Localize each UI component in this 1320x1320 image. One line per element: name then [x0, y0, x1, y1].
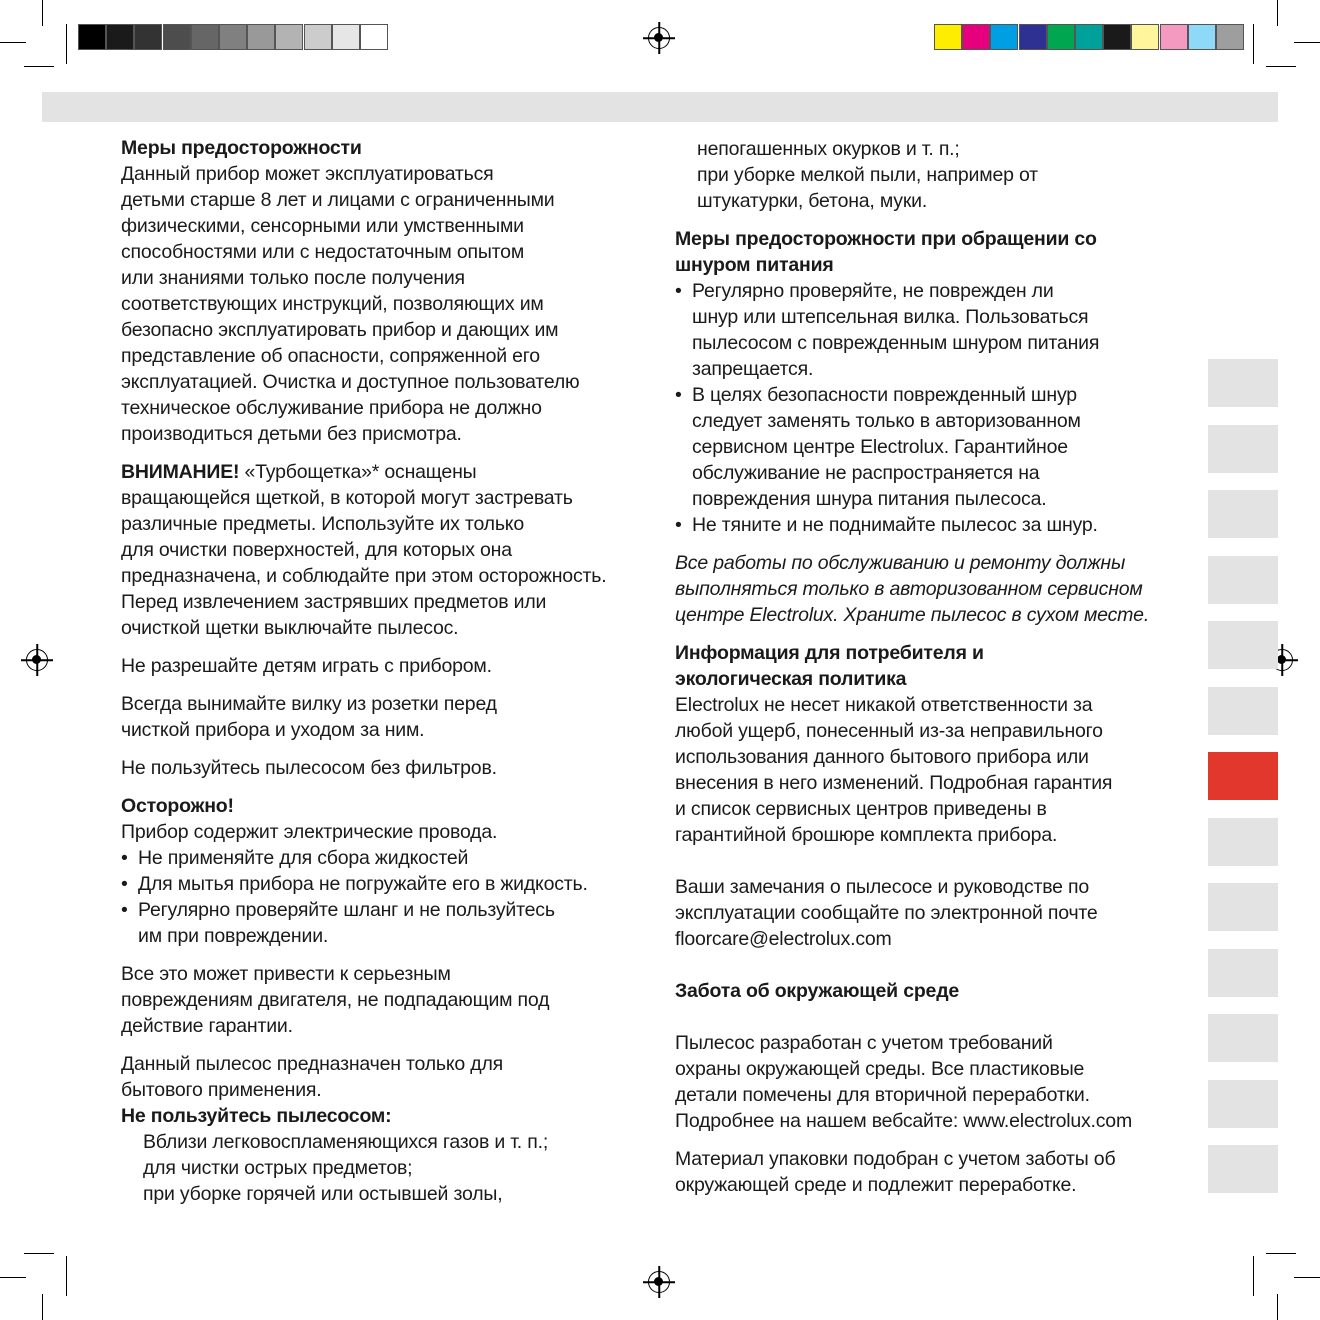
side-tab-active[interactable]	[1208, 752, 1278, 800]
text-line: техническое обслуживание прибора не должно	[121, 397, 542, 419]
text-line: • Не применяйте для сбора жидкостей	[138, 847, 469, 869]
children-note: Не разрешайте детям играть с прибором.	[121, 655, 492, 677]
calibration-swatch	[1019, 24, 1047, 50]
calibration-swatch	[191, 24, 219, 50]
right-column	[675, 136, 1200, 1198]
crop-mark	[42, 1294, 43, 1320]
heading-info	[675, 640, 1200, 692]
text-line: очисткой щетки выключайте пылесос.	[121, 617, 459, 639]
calibration-swatch	[219, 24, 247, 50]
text-line: представление об опасности, сопряженной его	[121, 345, 540, 367]
text-line: бытового применения.	[121, 1079, 322, 1101]
text-line: для чистки острых предметов;	[143, 1157, 413, 1179]
text-line: использования данного бытового прибора или	[675, 746, 1089, 768]
calibration-swatch	[1160, 24, 1188, 50]
text-line: внесения в него изменений. Подробная гарантия	[675, 772, 1113, 794]
crop-mark	[42, 0, 43, 26]
side-tab[interactable]	[1208, 425, 1278, 473]
text-line: безопасно эксплуатировать прибор и дающих им	[121, 319, 559, 341]
text-line: Пылесос разработан с учетом требований	[675, 1032, 1053, 1054]
do-not-use-list	[121, 1129, 651, 1207]
crop-mark	[66, 24, 67, 64]
website-link[interactable]: Подробнее на нашем вебсайте: www.electrolux.com	[675, 1110, 1133, 1132]
text-line: • Для мытья прибора не погружайте его в жидкость.	[138, 873, 588, 895]
text-line: Electrolux не несет никакой ответственности за	[675, 694, 1093, 716]
text-line: Все это может привести к серьезным	[121, 963, 451, 985]
text-line: любой ущерб, понесенный из-за неправильного	[675, 720, 1103, 742]
text-line: эксплуатации сообщайте по электронной почте	[675, 902, 1098, 924]
text-line: • Не тяните и не поднимайте пылесос за шнур.	[692, 514, 1098, 536]
side-tab[interactable]	[1208, 359, 1278, 407]
text-line: сервисном центре Electrolux. Гарантийное	[692, 436, 1068, 458]
text-line: Материал упаковки подобран с учетом заботы об	[675, 1148, 1116, 1170]
heading-line: шнуром питания	[675, 254, 834, 276]
text-line: повреждениям двигателя, не подпадающим под	[121, 989, 550, 1011]
crop-mark	[1266, 1253, 1296, 1254]
left-column	[121, 135, 651, 1207]
text-line: действие гарантии.	[121, 1015, 293, 1037]
text-line: вращающейся щеткой, в которой могут застревать	[121, 487, 573, 509]
calibration-swatch	[134, 24, 162, 50]
text-line: при уборке горячей или остывшей золы,	[143, 1183, 503, 1205]
text-fragment: «Турбощетка»* оснащены	[239, 461, 477, 483]
damage-note	[121, 961, 651, 1039]
text-line: способностями или с недостаточным опытом	[121, 241, 525, 263]
text-line: соответствующих инструкций, позволяющих им	[121, 293, 544, 315]
text-line: им при повреждении.	[138, 925, 329, 947]
calibration-swatch	[1103, 24, 1131, 50]
text-line: шнур или штепсельная вилка. Пользоваться	[692, 306, 1089, 328]
heading-environment: Забота об окружающей среде	[675, 980, 960, 1002]
text-line: детьми старше 8 лет и лицами с ограниченными	[121, 189, 555, 211]
crop-mark	[1253, 24, 1254, 64]
text-line: охраны окружающей среды. Все пластиковые	[675, 1058, 1085, 1080]
calibration-swatch	[275, 24, 303, 50]
calibration-swatch	[304, 24, 332, 50]
crop-mark	[1277, 0, 1278, 26]
crop-mark	[1294, 42, 1320, 43]
calibration-swatch	[332, 24, 360, 50]
calibration-swatch	[1216, 24, 1244, 50]
side-tab[interactable]	[1208, 621, 1278, 669]
packaging-text	[675, 1146, 1200, 1198]
registration-mark-icon	[648, 1271, 670, 1293]
crop-mark	[24, 66, 54, 67]
calibration-swatch	[962, 24, 990, 50]
text-line: или знаниями только после получения	[121, 267, 465, 289]
calibration-swatch	[106, 24, 134, 50]
text-line: • Регулярно проверяйте шланг и не пользуйтесь	[138, 899, 555, 921]
side-tab[interactable]	[1208, 883, 1278, 931]
filters-note: Не пользуйтесь пылесосом без фильтров.	[121, 757, 497, 779]
heading-line: Информация для потребителя и	[675, 642, 984, 664]
crop-mark	[24, 1253, 54, 1254]
calibration-swatch	[1075, 24, 1103, 50]
text-line	[121, 459, 651, 485]
warning-label: ВНИМАНИЕ!	[121, 461, 240, 483]
text-line: производиться детьми без присмотра.	[121, 423, 462, 445]
text-line: • Регулярно проверяйте, не поврежден ли	[692, 280, 1054, 302]
text-line: • В целях безопасности поврежденный шнур	[692, 384, 1077, 406]
text-line: штукатурки, бетона, муки.	[697, 190, 928, 212]
crop-mark	[1277, 1294, 1278, 1320]
calibration-swatch	[1047, 24, 1075, 50]
side-tab[interactable]	[1208, 1080, 1278, 1128]
info-text	[675, 692, 1200, 848]
side-tab[interactable]	[1208, 949, 1278, 997]
text-line: при уборке мелкой пыли, например от	[697, 164, 1038, 186]
heading-do-not-use: Не пользуйтесь пылесосом:	[121, 1105, 392, 1127]
side-tab[interactable]	[1208, 818, 1278, 866]
text-line: предназначена, и соблюдайте при этом осторожность.	[121, 565, 607, 587]
list-item	[675, 512, 1200, 538]
text-line: эксплуатацией. Очистка и доступное пользователю	[121, 371, 580, 393]
text-line: и список сервисных центров приведены в	[675, 798, 1047, 820]
text-line: физическими, сенсорными или умственными	[121, 215, 524, 237]
text-line: обслуживание не распространяется на	[692, 462, 1040, 484]
list-item	[675, 278, 1200, 382]
heading-precautions: Меры предосторожности	[121, 137, 362, 159]
calibration-swatch	[360, 24, 388, 50]
calibration-swatch	[78, 24, 106, 50]
text-line: следует заменять только в авторизованном	[692, 410, 1081, 432]
crop-mark	[1294, 1277, 1320, 1278]
side-tab[interactable]	[1208, 1145, 1278, 1193]
text-line: пылесосом с поврежденным шнуром питания	[692, 332, 1100, 354]
text-line: Данный пылесос предназначен только для	[121, 1053, 504, 1075]
calibration-swatch	[934, 24, 962, 50]
list-item	[121, 897, 651, 949]
precautions-text	[121, 161, 651, 447]
side-tab[interactable]	[1208, 490, 1278, 538]
list-item	[675, 382, 1200, 512]
text-line: чисткой прибора и уходом за ним.	[121, 719, 425, 741]
text-line: детали помечены для вторичной переработки.	[675, 1084, 1090, 1106]
text-line: окружающей среде и подлежит переработке.	[675, 1174, 1077, 1196]
text-line: гарантийной брошюре комплекта прибора.	[675, 824, 1058, 846]
text-line: Всегда вынимайте вилку из розетки перед	[121, 693, 497, 715]
text-line: различные предметы. Используйте их только	[121, 513, 524, 535]
household-note	[121, 1051, 651, 1103]
text-line: запрещается.	[692, 358, 814, 380]
calibration-swatch	[990, 24, 1018, 50]
crop-mark	[0, 42, 26, 43]
do-not-use-list-cont	[675, 136, 1200, 214]
text-line: Ваши замечания о пылесосе и руководстве по	[675, 876, 1090, 898]
text-line: Вблизи легковоспламеняющихся газов и т. п.;	[143, 1131, 549, 1153]
text-line: повреждения шнура питания пылесоса.	[692, 488, 1047, 510]
text-line: Перед извлечением застрявших предметов или	[121, 591, 547, 613]
heading-cord	[675, 226, 1200, 278]
crop-mark	[0, 1277, 26, 1278]
text-line: для очистки поверхностей, для которых она	[121, 539, 512, 561]
crop-mark	[1266, 66, 1296, 67]
header-bar	[42, 92, 1278, 122]
text-line: Данный прибор может эксплуатироваться	[121, 163, 494, 185]
text-line: непогашенных окурков и т. п.;	[697, 138, 960, 160]
calibration-swatch	[247, 24, 275, 50]
registration-mark-icon	[26, 649, 48, 671]
calibration-swatch	[1188, 24, 1216, 50]
careful-text: Прибор содержит электрические провода.	[121, 821, 498, 843]
calibration-swatch	[163, 24, 191, 50]
registration-mark-icon	[648, 27, 670, 49]
feedback-text	[675, 874, 1200, 952]
side-tab[interactable]	[1208, 687, 1278, 735]
environment-text	[675, 1030, 1200, 1134]
heading-line: Меры предосторожности при обращении со	[675, 228, 1097, 250]
crop-mark	[66, 1256, 67, 1296]
text-line: Все работы по обслуживанию и ремонту должны	[675, 552, 1126, 574]
email-link[interactable]: floorcare@electrolux.com	[675, 928, 892, 950]
unplug-note	[121, 691, 651, 743]
text-line: центре Electrolux. Храните пылесос в сухом месте.	[675, 604, 1150, 626]
heading-careful: Осторожно!	[121, 795, 234, 817]
warning-paragraph	[121, 459, 651, 641]
service-note	[675, 550, 1200, 628]
heading-line: экологическая политика	[675, 668, 907, 690]
crop-mark	[1253, 1256, 1254, 1296]
text-line: выполняться только в авторизованном сервисном	[675, 578, 1143, 600]
calibration-swatch	[1131, 24, 1159, 50]
list-item	[121, 845, 651, 871]
side-tab[interactable]	[1208, 556, 1278, 604]
side-tab[interactable]	[1208, 1014, 1278, 1062]
list-item	[121, 871, 651, 897]
